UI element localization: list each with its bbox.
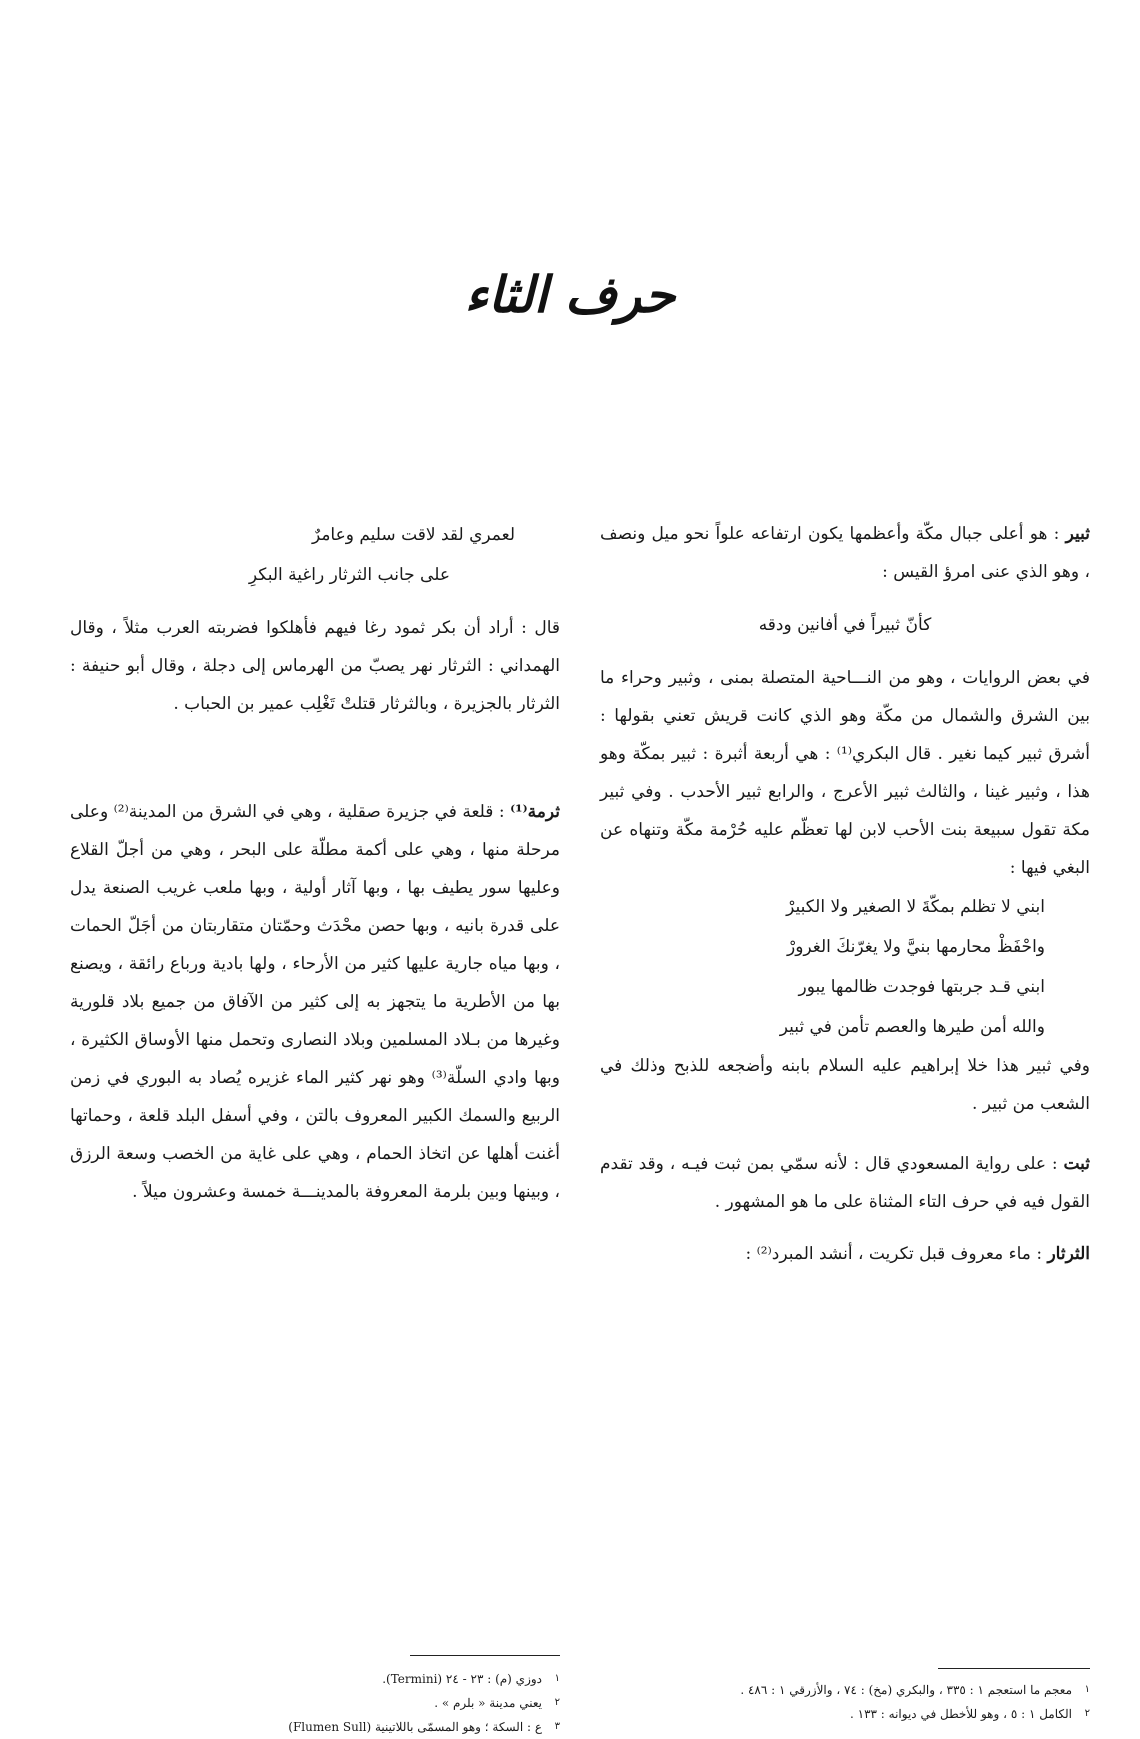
footnote [600,1678,1090,1702]
footnote-rule-right [938,1668,1090,1669]
footnote-text: معجم ما استعجم ١ : ٣٣٥ ، والبكري (مخ) : ٧٤ ، والأزرقي ١ : ٤٨٦ . [740,1683,1072,1697]
chapter-title: حرف الثاء [464,265,676,324]
headword-thabt: ثبت [1063,1154,1090,1174]
poem-line: ابني لا تظلم بمكّةَ لا الصغير ولا الكبيرْ [786,897,1045,917]
entry-tharthar [600,1235,1090,1273]
poem-line: ابني قـد جربتها فوجدت ظالمها يبور [798,977,1045,997]
footnotes-right [600,1678,1090,1726]
footnote-rule-left [410,1655,560,1656]
entry-thabt [600,1145,1090,1221]
verse-akhtal-line: على جانب الثرثار راغية البكرِ [248,565,450,585]
entry-thurma [70,793,560,1211]
footnotes-left [70,1667,560,1739]
poem-line: والله أمن طيرها والعصم تأمن في ثبير [779,1017,1045,1037]
footnote-number: ١ [554,1673,560,1684]
entry-thabir-intro: : هو أعلى جبال مكّة وأعظمها يكون ارتفاعه علواً نحو ميل ونصف ، وهو الذي عنى امرؤ القيس : [600,524,1090,582]
footnote-text: دوزي (م) : ٢٣ - ٢٤ (Termini). [382,1672,542,1686]
verse-imru-al-qays: كأنّ ثبيراً في أفانين ودقه [758,615,932,635]
entry-thabir-closing: وفي ثبير هذا خلا إبراهيم عليه السلام بابنه وأضجعه للذبح وذلك في الشعب من ثبير . [600,1056,1090,1114]
footnote-number: ١ [1084,1684,1090,1695]
footnote-text: الكامل ١ : ٥ ، وهو للأخطل في ديوانه : ١٣٣ . [849,1707,1072,1721]
footnote [70,1667,560,1691]
entry-thabir [600,515,1090,591]
right-column [600,515,1090,1273]
entry-tharthar-continued: قال : أراد أن بكر ثمود رغا فيهم فأهلكوا فضربته العرب مثلاً ، وقال الهمداني : الثرثار نهر يصبّ من الهرماس إلى دجلة ، وقال أبو حنيفة : الثرثار بالجزيرة ، وبالثرثار قتلتْ تَغْلِب عمير بن الحباب . [70,618,560,714]
headword-thurma: ثرمة⁽¹⁾ [510,802,560,822]
entry-tharthar-text: : ماء معروف قبل تكريت ، أنشد المبرد⁽²⁾ : [745,1244,1048,1264]
footnote [70,1715,560,1739]
poem-subay-a [600,887,1090,1047]
headword-thabir: ثبير [1065,524,1090,544]
headword-tharthar: الثرثار [1047,1244,1090,1264]
poem-line: واحْفَظْ محارمها بنيَّ ولا يغرّنكَ الغرورْ [787,937,1045,957]
entry-thabir-body: في بعض الروايات ، وهو من النـــاحية المتصلة بمنى ، وثبير وحراء ما بين الشرق والشمال من مكّة وهو الذي كانت قريش تعني بقولها : أشرق ثبير كيما نغير . قال البكري⁽¹⁾ : هي أربعة أثبرة : ثبير بمكّة وهو هذا ، وثبير غينا ، والثالث ثبير الأعرج ، والرابع ثبير الأحدب . وفي ثبير مكة تقول سبيعة بنت الأحب لابن لها تعظّم عليه حُرْمة مكّة وتنهاه عن البغي فيها : [600,668,1090,878]
footnote-number: ٣ [554,1721,560,1732]
verse-akhtal-line: لعمري لقد لاقت سليم وعامرٌ [311,525,515,545]
footnote [600,1702,1090,1726]
entry-thurma-text: : قلعة في جزيرة صقلية ، وهي في الشرق من المدينة⁽²⁾ وعلى مرحلة منها ، وهي على أكمة مطلّة على البحر ، وهي من أجلّ القلاع وعليها سور يطيف بها ، وبها آثار أولية ، وبها ملعب غريب الصنعة يدل على قدرة بانيه ، وبها حصن محْدَث وحمّتان متقاربتان من أجَلّ الحمات ، وبها مياه جارية عليها كثير من الأرحاء ، ولها بادية ورباع رائقة ، ويصنع بها من الأطرية ما يتجهز به إلى كثير من الآفاق من جميع بلاد قلورية وغيرها من بـلاد المسلمين وبلاد النصارى وتحمل منها الأوساق الكثيرة ، وبها وادي السلّة⁽³⁾ وهو نهر كثير الماء غزيره يُصاد به البوري في زمن الربيع والسمك الكبير المعروف بالتن ، وفي أسفل البلد قلعة ، وحماتها أغنت أهلها عن اتخاذ الحمام ، وهي على غاية من الخصب وسعة الرزق ، وبينها وبين بلرمة المعروفة بالمدينـــة خمسة وعشرون ميلاً . [70,802,560,1202]
footnote-number: ٢ [1084,1708,1090,1719]
left-column [70,515,560,1211]
entry-thabt-text: : على رواية المسعودي قال : لأنه سمّي بمن ثبت فيـه ، وقد تقدم القول فيه في حرف التاء المثناة على ما هو المشهور . [600,1154,1090,1212]
footnote-number: ٢ [554,1697,560,1708]
footnote-text: يعني مدينة « بلرم » . [434,1696,542,1710]
footnote-text: ع : السكة ؛ وهو المسمّى باللاتينية (Flumen Sull) [288,1720,542,1734]
footnote [70,1691,560,1715]
